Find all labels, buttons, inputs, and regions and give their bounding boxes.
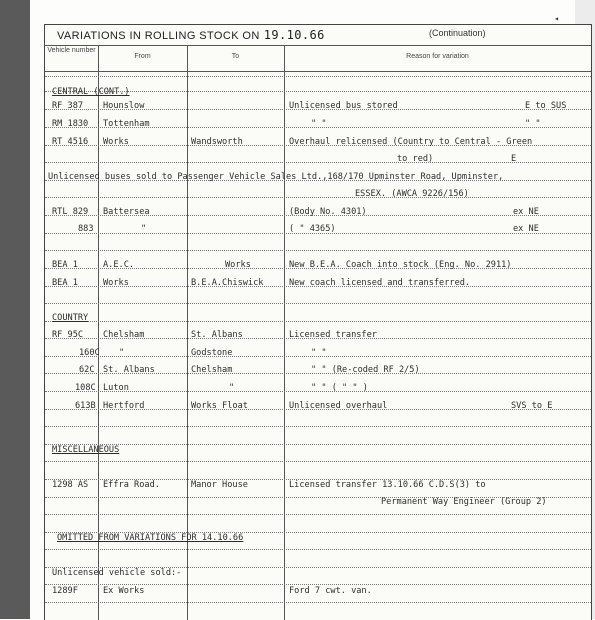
r14-vehicle: 1289F [52, 586, 78, 596]
r1-reason: Unlicensed bus stored [289, 101, 398, 111]
section-country: COUNTRY [52, 313, 89, 323]
r6-from: A.E.C. [103, 260, 135, 270]
r6-vehicle: BEA 1 [52, 260, 78, 270]
r12-to: Works Float [191, 401, 248, 411]
r7-reason: New coach licensed and transferred. [289, 278, 471, 288]
r9-to: Godstone [191, 348, 233, 358]
r14-reason: Ford 7 cwt. van. [289, 586, 372, 596]
header-to: To [231, 53, 240, 60]
r2-vehicle: RM 1830 [52, 119, 89, 129]
r3-from: Works [103, 137, 129, 147]
r8-to: St. Albans [191, 330, 243, 340]
continuation-label: (Continuation) [429, 28, 486, 38]
header-vehicle-number: Vehicle number [47, 47, 96, 54]
sold-line-2: ESSEX. (AWCA 9226/156) [355, 189, 469, 199]
r11-vehicle: 108C [75, 383, 96, 393]
r9-from: " [119, 348, 125, 358]
r3-reason: Overhaul relicensed (Country to Central - Green [289, 137, 533, 147]
r3-reason-cont: to red) [397, 154, 434, 164]
r8-reason: Licensed transfer [289, 330, 377, 340]
r3-to: Wandsworth [191, 137, 243, 147]
r2-reason: " " [311, 119, 327, 129]
document-title: VARIATIONS IN ROLLING STOCK ON 19.10.66 [57, 28, 325, 42]
col-divider-to [284, 46, 285, 620]
r13-vehicle: 1298 AS [52, 480, 89, 490]
unlicensed-sold-heading: Unlicensed vehicle sold:- [52, 568, 182, 578]
r8-vehicle: RF 95C [52, 330, 84, 340]
r10-reason: " " (Re-coded RF 2/5) [311, 365, 420, 375]
r13-to: Manor House [191, 480, 248, 490]
r6-reason: New B.E.A. Coach into stock (Eng. No. 2911) [289, 260, 512, 270]
r5-vehicle: 883 [78, 224, 94, 234]
r9-reason: " " [311, 348, 327, 358]
r11-reason: " " ( " " ) [311, 383, 368, 393]
r10-vehicle: 62C [79, 365, 95, 375]
r12-note: SVS to E [511, 401, 553, 411]
r5-note: ex NE [513, 224, 539, 234]
corner-mark: ◂ [554, 14, 559, 23]
r11-from: Luton [103, 383, 129, 393]
r5-from: " [141, 224, 147, 234]
r12-reason: Unlicensed overhaul [289, 401, 388, 411]
r1-note: E to SUS [525, 101, 567, 111]
r13-reason: Licensed transfer 13.10.66 C.D.S(3) to [289, 480, 486, 490]
header-from: From [134, 53, 151, 60]
r1-from: Hounslow [103, 101, 145, 111]
document-date: 19.10.66 [263, 28, 325, 42]
r5-reason: ( " 4365) [289, 224, 336, 234]
r3-vehicle: RT 4516 [52, 137, 89, 147]
r4-note: ex NE [513, 207, 539, 217]
section-omitted: OMITTED FROM VARIATIONS FOR 14.10.66 [57, 533, 244, 543]
r13-reason-cont: Permanent Way Engineer (Group 2) [381, 497, 547, 507]
r12-from: Hertford [103, 401, 145, 411]
r12-vehicle: 613B [75, 401, 96, 411]
r11-to: " [229, 383, 235, 393]
r10-from: St. Albans [103, 365, 155, 375]
header-reason: Reason for variation [406, 53, 469, 60]
section-central: CENTRAL (CONT.) [52, 87, 130, 97]
document-sheet [44, 24, 592, 620]
r13-from: Effra Road. [103, 480, 160, 490]
header-bottom-rule [45, 71, 591, 72]
r6-to: Works [225, 260, 251, 270]
r4-reason: (Body No. 4301) [289, 207, 367, 217]
sold-line-1: Unlicensed buses sold to Passenger Vehicle Sales Ltd.,168/170 Upminster Road, Upminster, [48, 172, 504, 182]
r2-from: Tottenham [103, 119, 150, 129]
r7-vehicle: BEA 1 [52, 278, 78, 288]
r7-from: Works [103, 278, 129, 288]
r7-to: B.E.A.Chiswick [191, 278, 264, 288]
r1-vehicle: RF 387 [52, 101, 84, 111]
r3-note: E [511, 154, 517, 164]
r14-from: Ex Works [103, 586, 145, 596]
r10-to: Chelsham [191, 365, 233, 375]
title-row [45, 25, 591, 46]
section-miscellaneous: MISCELLANEOUS [52, 445, 120, 455]
r2-note: " " [525, 119, 541, 129]
r8-from: Chelsham [103, 330, 145, 340]
r4-vehicle: RTL 829 [52, 207, 89, 217]
r4-from: Battersea [103, 207, 150, 217]
r9-vehicle: 160C [79, 348, 100, 358]
scan-shadow-edge [0, 0, 30, 619]
